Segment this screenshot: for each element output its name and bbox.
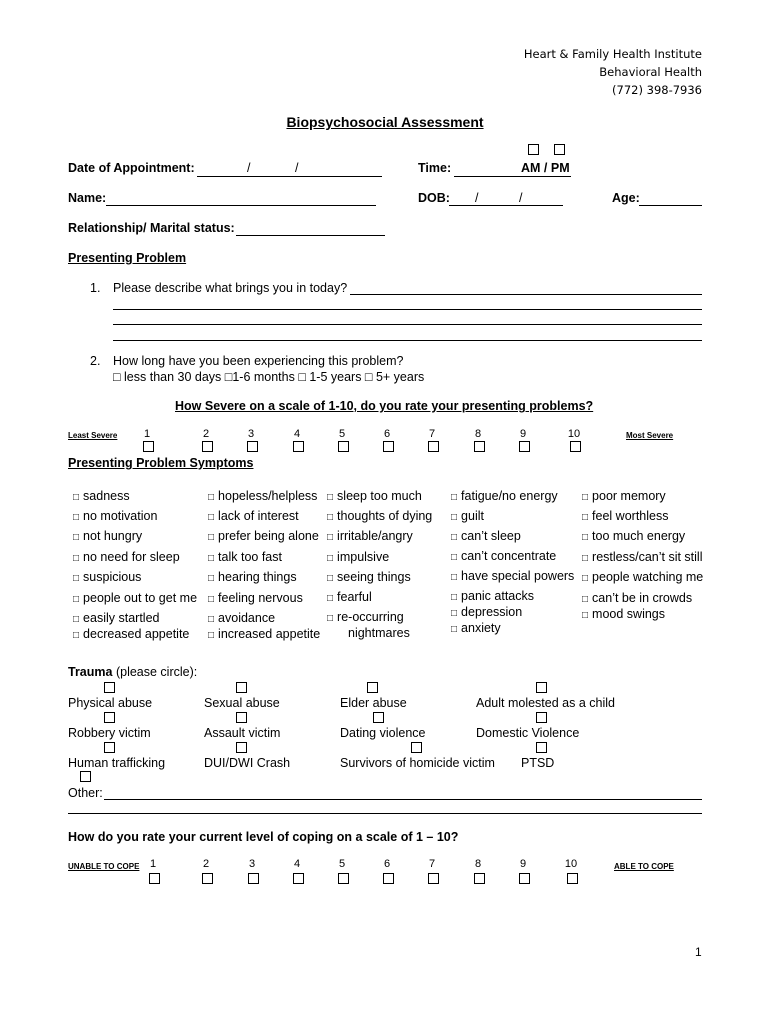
- symptom-checkbox[interactable]: □: [327, 613, 334, 624]
- coping-checkbox[interactable]: [383, 873, 394, 884]
- symptom-label: fatigue/no energy: [461, 489, 558, 503]
- symptom-checkbox[interactable]: □: [73, 630, 80, 641]
- symptom-label: anxiety: [461, 621, 501, 635]
- trauma-checkbox[interactable]: [236, 712, 247, 723]
- page-title: Biopsychosocial Assessment: [286, 114, 484, 130]
- symptom-label: re-occurring: [337, 610, 404, 624]
- severity-checkbox[interactable]: [474, 441, 485, 452]
- symptom-checkbox[interactable]: □: [582, 610, 589, 621]
- symptom-label: suspicious: [83, 570, 142, 584]
- am-pm-label: AM / PM: [521, 161, 570, 175]
- name-field[interactable]: [106, 205, 376, 206]
- symptom-item[interactable]: [327, 509, 432, 523]
- name-label: Name:: [68, 191, 107, 205]
- symptom-item[interactable]: [582, 607, 665, 621]
- symptom-label: thoughts of dying: [337, 509, 433, 523]
- time-label: Time:: [418, 161, 452, 175]
- trauma-option[interactable]: Sexual abuse: [204, 696, 280, 710]
- symptom-checkbox[interactable]: □: [208, 532, 215, 543]
- symptom-label: decreased appetite: [83, 627, 190, 641]
- most-severe-label: Most Severe: [626, 431, 674, 440]
- symptom-label: have special powers: [461, 569, 575, 583]
- trauma-option[interactable]: Domestic Violence: [476, 726, 580, 740]
- time-field[interactable]: [454, 176, 571, 177]
- date-slash: /: [247, 161, 251, 175]
- coping-checkbox[interactable]: [567, 873, 578, 884]
- page-number: 1: [695, 945, 702, 959]
- severity-number: 9: [519, 428, 527, 440]
- symptom-label: increased appetite: [218, 627, 321, 641]
- symptom-label: people out to get me: [83, 591, 198, 605]
- trauma-checkbox[interactable]: [104, 712, 115, 723]
- symptom-checkbox[interactable]: □: [451, 572, 458, 583]
- symptom-label: feeling nervous: [218, 591, 303, 605]
- symptom-item[interactable]: [208, 570, 297, 584]
- symptom-label: nightmares: [348, 626, 410, 640]
- severity-checkbox[interactable]: [383, 441, 394, 452]
- symptom-item[interactable]: [451, 605, 522, 619]
- marital-label: Relationship/ Marital status:: [68, 221, 235, 235]
- trauma-checkbox[interactable]: [236, 682, 247, 693]
- symptoms-heading: Presenting Problem Symptoms: [68, 456, 254, 470]
- symptom-label: guilt: [461, 509, 484, 523]
- severity-number: 5: [338, 428, 346, 440]
- date-label: Date of Appointment:: [68, 161, 195, 175]
- symptom-item[interactable]: [327, 590, 372, 604]
- symptom-item[interactable]: [582, 570, 703, 584]
- symptom-label: fearful: [337, 590, 372, 604]
- symptom-checkbox[interactable]: □: [208, 614, 215, 625]
- symptom-item[interactable]: [73, 591, 197, 605]
- trauma-option[interactable]: Elder abuse: [340, 696, 407, 710]
- symptom-checkbox[interactable]: □: [73, 614, 80, 625]
- coping-checkbox[interactable]: [428, 873, 439, 884]
- symptom-checkbox[interactable]: □: [208, 492, 215, 503]
- trauma-checkbox[interactable]: [104, 682, 115, 693]
- trauma-option[interactable]: DUI/DWI Crash: [204, 756, 291, 770]
- symptom-label: can’t sleep: [461, 529, 521, 543]
- symptom-label: depression: [461, 605, 523, 619]
- trauma-option[interactable]: Adult molested as a child: [476, 696, 615, 710]
- symptom-item[interactable]: [73, 529, 142, 543]
- symptom-checkbox[interactable]: □: [451, 492, 458, 503]
- severity-checkbox[interactable]: [338, 441, 349, 452]
- q1-text: Please describe what brings you in today?: [113, 281, 348, 295]
- coping-number: 2: [202, 858, 210, 870]
- trauma-option[interactable]: Human trafficking: [68, 756, 166, 770]
- trauma-heading: Trauma: [68, 665, 113, 679]
- trauma-option[interactable]: Dating violence: [340, 726, 426, 740]
- symptom-label: mood swings: [592, 607, 665, 621]
- symptom-checkbox[interactable]: □: [582, 492, 589, 503]
- symptom-item[interactable]: [451, 569, 574, 583]
- symptom-label: no need for sleep: [83, 550, 180, 564]
- trauma-checkbox[interactable]: [536, 742, 547, 753]
- symptom-item[interactable]: [73, 489, 130, 503]
- coping-question: How do you rate your current level of coping on a scale of 1 – 10?: [68, 830, 459, 844]
- symptom-label: can’t be in crowds: [592, 591, 693, 605]
- symptom-label: sleep too much: [337, 489, 422, 503]
- symptom-item[interactable]: [208, 627, 320, 641]
- severity-checkbox[interactable]: [247, 441, 258, 452]
- dob-slash: /: [519, 191, 523, 205]
- able-to-cope-label: ABLE TO COPE: [614, 862, 674, 871]
- org-name: Heart & Family Health Institute: [523, 47, 702, 61]
- trauma-heading-row: [68, 665, 197, 679]
- dob-field[interactable]: [449, 205, 563, 206]
- symptom-checkbox[interactable]: □: [451, 608, 458, 619]
- trauma-option[interactable]: PTSD: [521, 756, 555, 770]
- trauma-note: (please circle):: [115, 665, 198, 679]
- symptom-checkbox[interactable]: □: [73, 532, 80, 543]
- symptom-item[interactable]: [327, 529, 413, 543]
- symptom-item[interactable]: [73, 550, 180, 564]
- coping-number: 10: [564, 858, 578, 870]
- symptom-item[interactable]: [582, 529, 685, 543]
- severity-number: 3: [247, 428, 255, 440]
- severity-checkbox[interactable]: [570, 441, 581, 452]
- symptom-checkbox[interactable]: □: [208, 512, 215, 523]
- severity-checkbox[interactable]: [519, 441, 530, 452]
- trauma-checkbox[interactable]: [236, 742, 247, 753]
- symptom-label: feel worthless: [592, 509, 669, 523]
- symptom-checkbox[interactable]: □: [327, 553, 334, 564]
- symptom-label: avoidance: [218, 611, 276, 625]
- symptom-label: too much energy: [592, 529, 686, 543]
- symptom-item[interactable]: [582, 509, 668, 523]
- severity-number: 4: [293, 428, 301, 440]
- marital-field[interactable]: [236, 235, 385, 236]
- date-slash: /: [295, 161, 299, 175]
- symptom-label: poor memory: [592, 489, 666, 503]
- symptom-label: lack of interest: [218, 509, 299, 523]
- symptom-item[interactable]: [73, 627, 189, 641]
- coping-number: 9: [519, 858, 527, 870]
- symptom-checkbox[interactable]: □: [73, 573, 80, 584]
- symptom-item[interactable]: [451, 529, 521, 543]
- q1-answer-line[interactable]: [350, 294, 702, 295]
- trauma-checkbox[interactable]: [367, 682, 378, 693]
- dob-label: DOB:: [418, 191, 450, 205]
- symptom-checkbox[interactable]: □: [208, 630, 215, 641]
- department: Behavioral Health: [599, 65, 702, 79]
- symptom-item[interactable]: [208, 591, 303, 605]
- trauma-checkbox[interactable]: [373, 712, 384, 723]
- coping-number: 4: [293, 858, 301, 870]
- severity-number: 10: [567, 428, 581, 440]
- symptom-item[interactable]: [73, 509, 157, 523]
- severity-number: 8: [474, 428, 482, 440]
- coping-checkbox[interactable]: [202, 873, 213, 884]
- symptom-checkbox[interactable]: □: [327, 593, 334, 604]
- q1-answer-line[interactable]: [113, 324, 702, 325]
- symptom-item[interactable]: [327, 550, 389, 564]
- coping-number: 6: [383, 858, 391, 870]
- dob-slash: /: [475, 191, 479, 205]
- coping-number: 7: [428, 858, 436, 870]
- unable-to-cope-label: UNABLE TO COPE: [68, 862, 140, 871]
- coping-checkbox[interactable]: [293, 873, 304, 884]
- q1-answer-line[interactable]: [113, 309, 702, 310]
- symptom-item[interactable]: [208, 489, 317, 503]
- symptom-item[interactable]: [451, 621, 501, 635]
- symptom-checkbox[interactable]: □: [582, 553, 589, 564]
- symptom-checkbox[interactable]: □: [73, 594, 80, 605]
- q2-number: 2.: [90, 354, 101, 368]
- q2-options[interactable]: □ less than 30 days □1-6 months □ 1-5 years □ 5+ years: [113, 370, 425, 384]
- symptom-checkbox[interactable]: □: [208, 573, 215, 584]
- severity-number: 7: [428, 428, 436, 440]
- symptom-checkbox[interactable]: □: [73, 512, 80, 523]
- coping-number: 1: [149, 858, 157, 870]
- age-field[interactable]: [639, 205, 702, 206]
- other-field[interactable]: [104, 799, 702, 800]
- symptom-label: talk too fast: [218, 550, 282, 564]
- q1-answer-line[interactable]: [113, 340, 702, 341]
- other-checkbox[interactable]: [80, 771, 91, 782]
- symptom-checkbox[interactable]: □: [582, 594, 589, 605]
- symptom-item[interactable]: [582, 550, 703, 564]
- symptom-item[interactable]: [451, 589, 534, 603]
- symptom-label: hopeless/helpless: [218, 489, 318, 503]
- symptom-item[interactable]: [451, 509, 484, 523]
- symptom-label: not hungry: [83, 529, 143, 543]
- trauma-checkbox[interactable]: [536, 712, 547, 723]
- symptom-checkbox[interactable]: □: [582, 512, 589, 523]
- trauma-option[interactable]: Robbery victim: [68, 726, 151, 740]
- symptom-checkbox[interactable]: □: [451, 624, 458, 635]
- symptom-checkbox[interactable]: □: [327, 532, 334, 543]
- symptom-item[interactable]: [327, 570, 411, 584]
- q2-text: How long have you been experiencing this problem?: [113, 354, 404, 368]
- presenting-problem-heading: Presenting Problem: [68, 251, 187, 265]
- symptom-item[interactable]: [327, 489, 422, 503]
- symptom-label: prefer being alone: [218, 529, 319, 543]
- symptom-item[interactable]: [451, 489, 558, 503]
- other-field-line2[interactable]: [68, 813, 702, 814]
- coping-checkbox[interactable]: [338, 873, 349, 884]
- trauma-option[interactable]: Physical abuse: [68, 696, 153, 710]
- symptom-label: people watching me: [592, 570, 704, 584]
- symptom-checkbox[interactable]: □: [582, 573, 589, 584]
- symptom-label: restless/can’t sit still: [592, 550, 703, 564]
- least-severe-label: Least Severe: [68, 431, 118, 440]
- symptom-checkbox[interactable]: □: [208, 553, 215, 564]
- symptom-checkbox[interactable]: □: [327, 492, 334, 503]
- coping-number: 3: [248, 858, 256, 870]
- coping-checkbox[interactable]: [474, 873, 485, 884]
- symptom-checkbox[interactable]: □: [327, 573, 334, 584]
- severity-checkbox[interactable]: [428, 441, 439, 452]
- symptom-checkbox[interactable]: □: [327, 512, 334, 523]
- symptom-label: seeing things: [337, 570, 411, 584]
- symptom-label: irritable/angry: [337, 529, 413, 543]
- phone: (772) 398-7936: [612, 83, 702, 97]
- symptom-checkbox[interactable]: □: [208, 594, 215, 605]
- symptom-item[interactable]: [208, 529, 319, 543]
- symptom-label: sadness: [83, 489, 130, 503]
- coping-number: 5: [338, 858, 346, 870]
- symptom-label: can’t concentrate: [461, 549, 557, 563]
- coping-number: 8: [474, 858, 482, 870]
- coping-checkbox[interactable]: [519, 873, 530, 884]
- symptom-item[interactable]: [327, 610, 404, 624]
- symptom-item[interactable]: [582, 591, 692, 605]
- q1-number: 1.: [90, 281, 101, 295]
- trauma-option[interactable]: Survivors of homicide victim: [340, 756, 495, 770]
- severity-checkbox[interactable]: [293, 441, 304, 452]
- symptom-label: no motivation: [83, 509, 158, 523]
- symptom-checkbox[interactable]: □: [73, 553, 80, 564]
- pm-checkbox[interactable]: [554, 144, 565, 155]
- severity-question: How Severe on a scale of 1-10, do you rate your presenting problems?: [175, 399, 594, 413]
- severity-number: 6: [383, 428, 391, 440]
- coping-checkbox[interactable]: [248, 873, 259, 884]
- trauma-checkbox[interactable]: [411, 742, 422, 753]
- severity-checkbox[interactable]: [202, 441, 213, 452]
- symptom-item[interactable]: [208, 550, 282, 564]
- symptom-label: easily startled: [83, 611, 160, 625]
- trauma-option[interactable]: Assault victim: [204, 726, 281, 740]
- symptom-checkbox[interactable]: □: [451, 512, 458, 523]
- symptom-item[interactable]: [73, 570, 141, 584]
- trauma-checkbox[interactable]: [104, 742, 115, 753]
- symptom-item[interactable]: [73, 611, 159, 625]
- age-label: Age:: [612, 191, 640, 205]
- symptom-checkbox[interactable]: □: [582, 532, 589, 543]
- other-label: Other:: [68, 786, 103, 800]
- symptom-item[interactable]: [451, 549, 556, 563]
- symptom-label: hearing things: [218, 570, 297, 584]
- symptom-item: [348, 626, 410, 640]
- trauma-checkbox[interactable]: [536, 682, 547, 693]
- severity-number: 2: [202, 428, 210, 440]
- date-field[interactable]: [197, 176, 382, 177]
- severity-checkbox[interactable]: [143, 441, 154, 452]
- symptom-checkbox[interactable]: □: [451, 592, 458, 603]
- symptom-label: panic attacks: [461, 589, 535, 603]
- symptom-checkbox[interactable]: □: [451, 532, 458, 543]
- am-checkbox[interactable]: [528, 144, 539, 155]
- symptom-label: impulsive: [337, 550, 390, 564]
- symptom-item[interactable]: [208, 611, 275, 625]
- coping-checkbox[interactable]: [149, 873, 160, 884]
- symptom-checkbox[interactable]: □: [451, 552, 458, 563]
- symptom-checkbox[interactable]: □: [73, 492, 80, 503]
- symptom-item[interactable]: [582, 489, 666, 503]
- symptom-item[interactable]: [208, 509, 299, 523]
- severity-number: 1: [143, 428, 151, 440]
